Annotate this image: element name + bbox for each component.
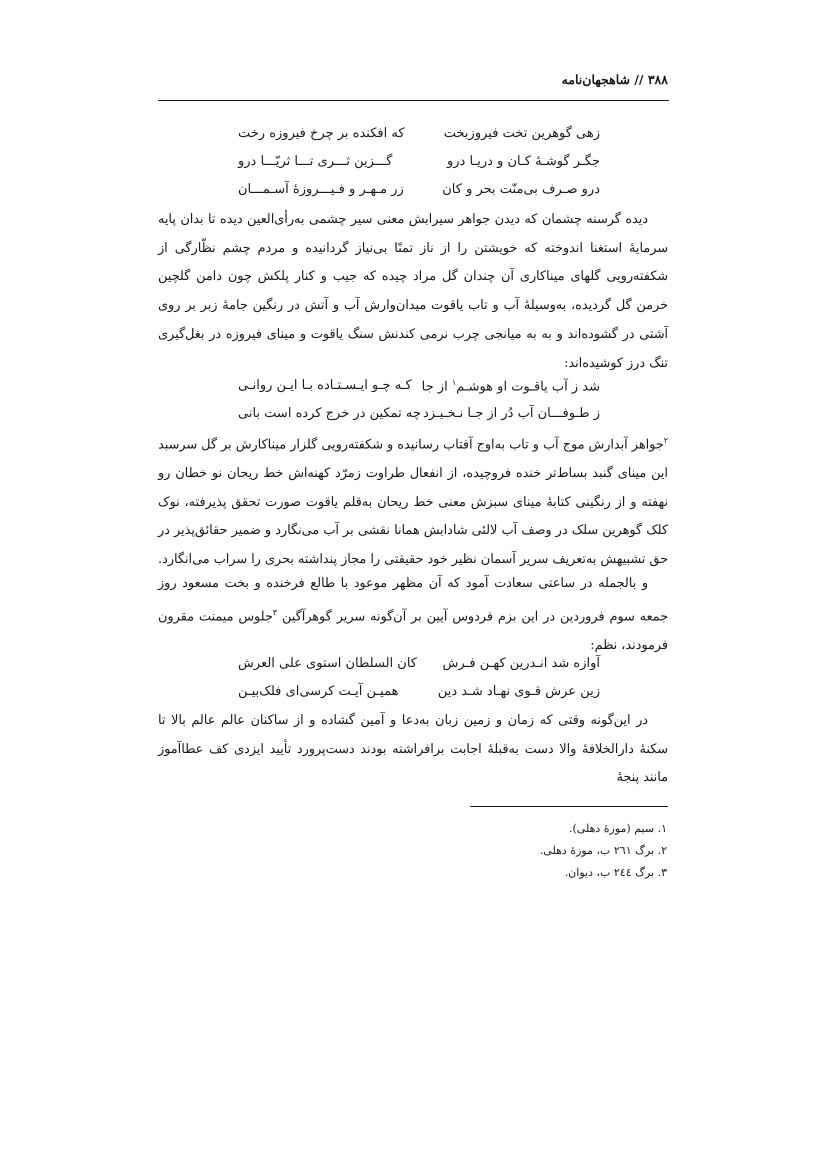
paragraph-text: جواهر آبدارش موج آب و تاب به‌اوج آفتاب رسانیده و شکفته‌رویی گلزار میناکارش بر گل سرسبد این مینای گنبد بساط‌تر خنده فروچیده، از انفعال طراوت زمرّد کهنه‌اش خط ریحان نو خطان رو نهفته و از رنگینی کتابهٔ مینای سبزش معنی خط ریحان به‌قلم یاقوت صورت تحقق پذیرفته، نوک کلک گوهرین سلک در وصف آب لالئی شادابش همانا نقشی بر آب می‌نگارد و ضمیر حقائق‌پذیر در حق تشبیهش به‌تعریف سریر آسمان نظیر خود حقیقتی را مجاز پنداشته بحری را سراب می‌انگارد. <box>158 437 668 568</box>
paragraph-text: جلوس میمنت مقرون فرمودند، نظم: <box>158 608 668 653</box>
hemistich-first: زهی گوهرین تخت فیروزبخت <box>443 126 600 141</box>
hemistich-text: شد ز آب یاقـوت او هوشـم <box>456 379 600 395</box>
header-rule <box>158 100 669 101</box>
body-paragraph <box>158 570 668 660</box>
hemistich-first <box>422 378 600 394</box>
hemistich-second: کـه چـو ایـسـتـاده بـا ایـن روانـی <box>238 378 412 393</box>
footnote-rule <box>470 806 668 807</box>
footnote-marker: ۳ <box>272 607 278 617</box>
verse-line <box>200 684 600 708</box>
body-paragraph: دیده گرسنه چشمان که دیدن جواهر سیرابش معنی سیر چشمی به‌رأی‌العین دیده تا بدان پایه سرمایهٔ استغنا اندوخته که خویشتن را از ناز تمنًا بی‌نیاز گردانیده و مردم چشم نظّارگی از شکفته‌رویی گلهای میناکاری آن چندان گل مراد چیده که جیب و کنار پلکش چون دامن گلچین خرمن گل گردیده، به‌وسیلهٔ آب و تاب یاقوت میدان‌وارش آب و آتش در رنگین جامهٔ زبر بر روی آشتی در گشوده‌اند و به به میانجی چرب نرمی کندنش سنگ یاقوت و مینای فیروزه در بغل‌گیری تنگ درز کوشیده‌اند: <box>158 212 668 371</box>
verse-line <box>200 126 600 150</box>
hemistich-first: آوازه شد انـدرین کهـن فـرش <box>442 656 600 671</box>
footnote-marker: ۱ <box>451 378 457 387</box>
hemistich-second: کان السلطان استوی علی العرش <box>238 656 417 671</box>
verse-line <box>200 378 600 402</box>
body-paragraph <box>158 427 668 575</box>
hemistich-first: جگـر گوشـهٔ کـان و دریـا درو <box>446 154 600 169</box>
book-title: شاهجهان‌نامه <box>561 72 630 87</box>
footnote: ۱. سیم (موزهٔ دهلی). <box>568 822 667 835</box>
hemistich-first: ز طـوفـــان آب دُر از جـا نـخـیـزد <box>422 406 600 421</box>
hemistich-first: زین عرش قـوی نهـاد شـد دین <box>437 684 600 699</box>
verse-line <box>200 154 600 178</box>
hemistich-text: از جا <box>421 379 452 395</box>
verse-line <box>200 182 600 206</box>
hemistich-second: همیـن آیـت کرسی‌ای فلک‌بیـن <box>238 684 399 699</box>
page-number: ۳۸۸ <box>647 72 668 87</box>
paragraph-text: و بالجمله در ساعتی سعادت آمود که آن مظهر موعود با طالع فرخنده و بخت مسعود روز جمعه سوم فروردین در این بزم فردوس آیین بر آن‌گونه سریر گوهرآگین <box>158 576 668 624</box>
footnotes <box>380 818 667 884</box>
hemistich-second: گـــزین ثـــری تـــا ثریّـــا درو <box>238 154 393 169</box>
hemistich-second: که افکنده بر چرخ فیروزه رخت <box>238 126 405 141</box>
hemistich-first: درو صـرف بی‌منّت بحر و کان <box>442 182 600 197</box>
footnote: ۳. برگ ۲٤٤ ب، دیوان. <box>564 866 667 879</box>
hemistich-second: چه تمکین در خرج کرده است بانی <box>238 406 421 421</box>
header-separator: // <box>634 72 644 87</box>
body-paragraph: در این‌گونه وقتی که زمان و زمین زبان به‌دعا و آمین گشاده و از ساکنان عالم عالم بالا تا سکنهٔ دارالخلافهٔ والا دست به‌قبلهٔ اجابت برافراشته بودند دست‌پرورد تأیید ایزدی کف عطاآموز مانند پنجهٔ <box>158 713 668 786</box>
running-header <box>158 72 668 98</box>
footnote: ۲. برگ ۲٦۱ ب، موزهٔ دهلی. <box>539 844 667 857</box>
verse-line <box>200 656 600 680</box>
hemistich-second: زر مـهـر و فـیـــروزهٔ آسـمـــان <box>238 182 404 197</box>
footnote-marker: ۲ <box>663 436 668 445</box>
